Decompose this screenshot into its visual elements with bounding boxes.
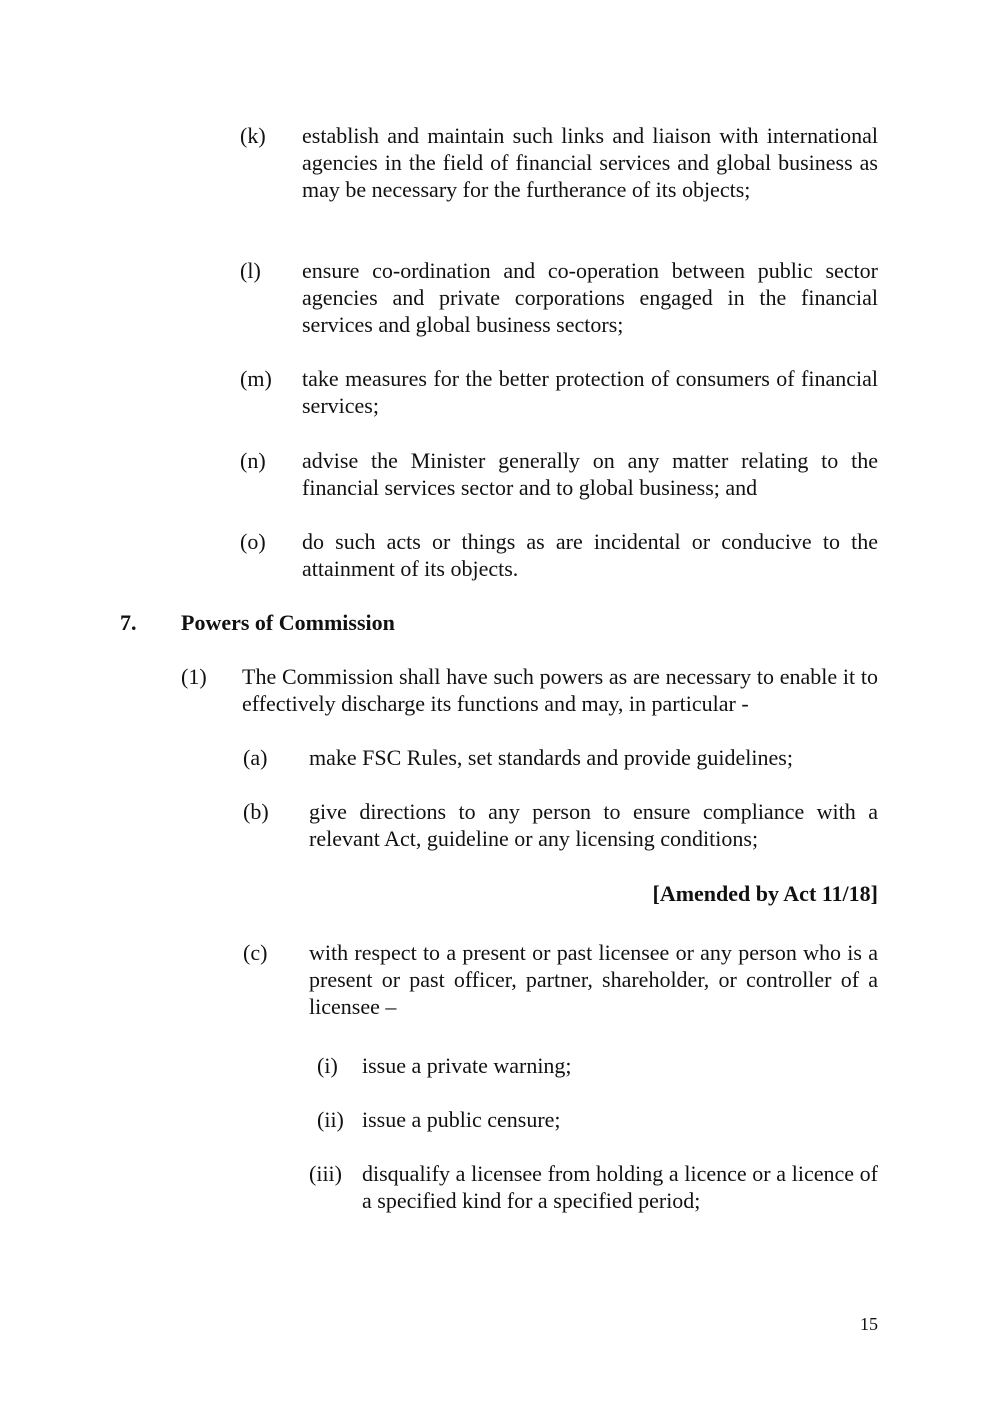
list-item-l: [240, 257, 878, 338]
list-item-a: [243, 744, 878, 771]
amendment-note: [Amended by Act 11/18]: [652, 881, 878, 906]
item-label: (c): [243, 940, 268, 965]
item-text: advise the Minister generally on any matter relating to the financial services sector and to global business; and: [302, 448, 878, 500]
item-label: (iii): [309, 1161, 342, 1186]
item-text: take measures for the better protection of consumers of financial services;: [302, 366, 878, 418]
list-item-o: [240, 528, 878, 582]
section-title: Powers of Commission: [181, 610, 395, 635]
item-text: make FSC Rules, set standards and provide guidelines;: [309, 745, 793, 770]
item-label: (m): [240, 366, 272, 391]
item-text: ensure co-ordination and co-operation between public sector agencies and private corporations engaged in the financial services and global business sectors;: [302, 258, 878, 337]
item-label: (l): [240, 258, 261, 283]
list-item-c: [243, 939, 878, 1020]
list-item-m: [240, 365, 878, 419]
item-text: with respect to a present or past licensee or any person who is a present or past officer, partner, shareholder, or controller of a licensee –: [309, 940, 878, 1019]
item-text: establish and maintain such links and liaison with international agencies in the field of financial services and global business as may be necessary for the furtherance of its objects;: [302, 123, 878, 202]
page-number: 15: [860, 1314, 878, 1334]
item-label: (i): [317, 1053, 338, 1078]
item-text: issue a private warning;: [362, 1053, 572, 1078]
subsection-label: (1): [181, 664, 207, 689]
item-label: (ii): [317, 1107, 344, 1132]
item-label: (b): [243, 799, 269, 824]
subsection-1: [181, 663, 878, 717]
item-label: (a): [243, 745, 268, 770]
list-item-k: [240, 122, 878, 203]
item-label: (o): [240, 529, 266, 554]
item-label: (n): [240, 448, 266, 473]
section-number: 7.: [120, 610, 137, 635]
item-text: do such acts or things as are incidental or conducive to the attainment of its objects.: [302, 529, 878, 581]
list-item-iii: [309, 1160, 878, 1214]
item-text: issue a public censure;: [362, 1107, 561, 1132]
list-item-ii: [317, 1106, 878, 1133]
list-item-i: [317, 1052, 878, 1079]
item-text: disqualify a licensee from holding a licence or a licence of a specified kind for a specified period;: [362, 1161, 878, 1213]
list-item-b: [243, 798, 878, 852]
subsection-text: The Commission shall have such powers as are necessary to enable it to effectively discharge its functions and may, in particular -: [242, 664, 878, 716]
item-label: (k): [240, 123, 266, 148]
list-item-n: [240, 447, 878, 501]
item-text: give directions to any person to ensure compliance with a relevant Act, guideline or any licensing conditions;: [309, 799, 878, 851]
